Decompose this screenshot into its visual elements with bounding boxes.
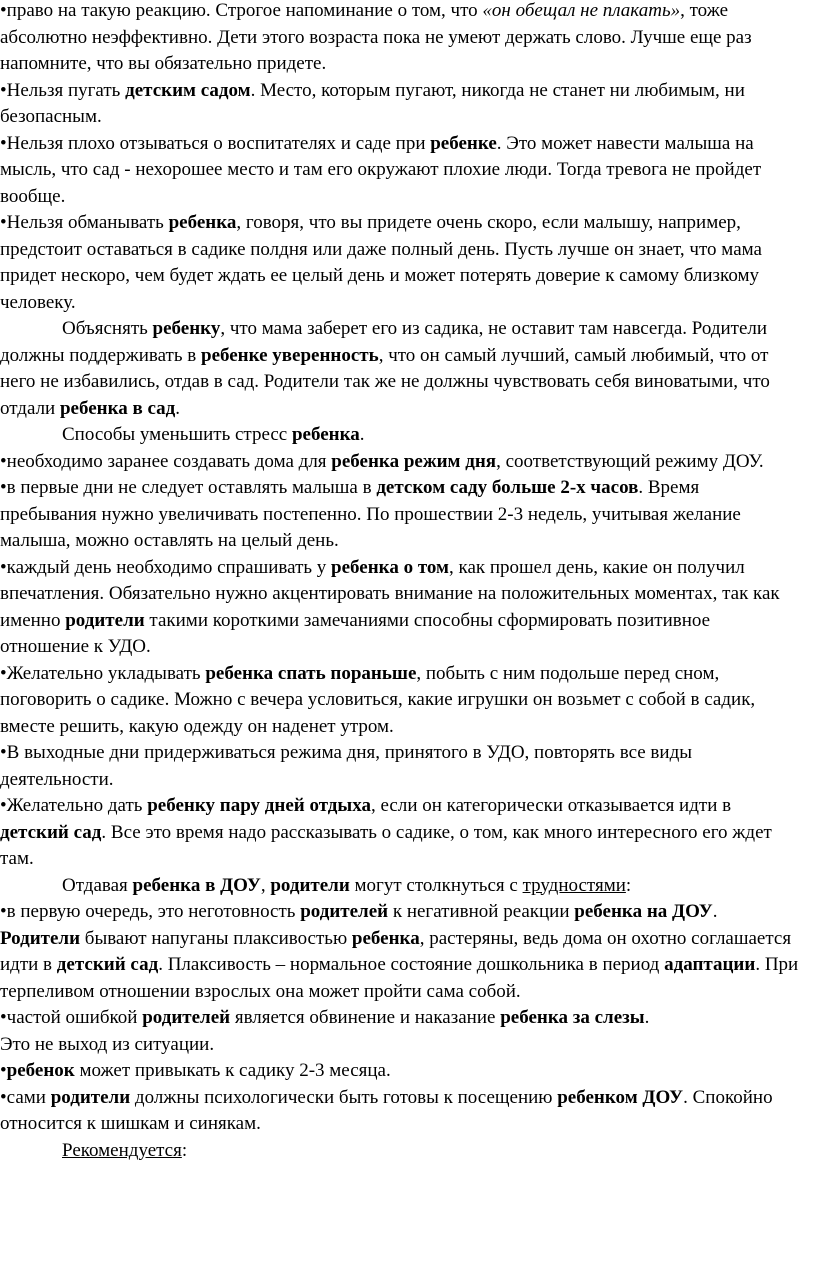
text-segment: , соответствующий режиму ДОУ.: [496, 450, 764, 472]
text-segment: трудностями: [522, 874, 626, 896]
bullet-paragraph: [0, 210, 800, 316]
bullet-paragraph: [0, 449, 800, 476]
text-segment: Способы уменьшить стресс: [62, 424, 292, 445]
text-segment: ребенка: [168, 212, 237, 233]
text-segment: ребенок: [6, 1060, 75, 1081]
text-segment: . Спокойно относится к шишкам и синякам.: [0, 1086, 773, 1134]
text-segment: родители: [270, 874, 350, 896]
bullet-icon: •: [0, 450, 7, 472]
text-segment: детском саду больше 2-х часов: [376, 477, 639, 498]
bullet-icon: •: [0, 1007, 7, 1028]
text-segment: является обвинение и наказание: [230, 1007, 501, 1028]
bullet-icon: •: [0, 901, 7, 922]
text-segment: такими короткими замечаниями способны сформировать позитивное отношение к УДО.: [0, 609, 711, 657]
text-segment: родителей: [300, 901, 389, 922]
text-segment: должны психологически быть готовы к посещению: [130, 1086, 558, 1108]
text-segment: ребенка спать пораньше: [205, 662, 417, 684]
bullet-paragraph: [0, 555, 800, 661]
text-segment: может привыкать к садику 2-3 месяца.: [74, 1060, 391, 1081]
bullet-icon: •: [0, 1086, 7, 1108]
text-segment: . Все это время надо рассказывать о садике, о том, как много интересного его ждет там.: [0, 821, 772, 869]
bullet-paragraph: [0, 1005, 800, 1032]
bullet-icon: •: [0, 556, 7, 578]
text-segment: ребенка в сад: [59, 397, 176, 419]
text-segment: право на такую реакцию. Строгое напоминание о том, что: [6, 0, 483, 21]
bullet-paragraph: [0, 793, 800, 873]
text-segment: ,: [260, 874, 271, 896]
bullet-paragraph: [0, 78, 800, 131]
text-segment: ребенка на ДОУ: [574, 901, 713, 922]
text-segment: ребенке уверенность: [201, 344, 379, 366]
bullet-icon: •: [0, 742, 7, 763]
bullet-icon: •: [0, 79, 7, 101]
text-segment: , тоже абсолютно неэффективно. Дети этого возраста пока не умеют держать слово. Лучше еще раз напомните, что вы обязательно придете.: [0, 0, 752, 74]
text-segment: . Место, которым пугают, никогда не станет ни любимым, ни безопасным.: [0, 79, 745, 127]
text-segment: ребенка о том: [331, 556, 449, 578]
text-segment: родителей: [142, 1007, 231, 1028]
text-segment: Рекомендуется: [62, 1139, 182, 1161]
paragraph: [0, 1138, 800, 1165]
text-segment: , говоря, что вы придете очень скоро, если малышу, например, предстоит оставаться в садике полдня или даже полный день. Пусть лучше он знает, что мама придет нескоро, чем будет ждать ее целый день и может потерять доверие к самому близкому человеку.: [0, 212, 762, 313]
text-segment: детским садом: [125, 79, 251, 101]
text-segment: , побыть с ним подольше перед сном, поговорить о садике. Можно с вечера условиться, какие игрушки он возьмет с собой в садик, вместе решить, какую одежду он наденет утром.: [0, 662, 756, 737]
bullet-paragraph: [0, 131, 800, 211]
text-segment: . При терпеливом отношении взрослых она может пройти сама собой.: [0, 954, 799, 1002]
text-segment: частой ошибкой: [6, 1007, 143, 1028]
text-segment: .: [644, 1007, 650, 1028]
text-segment: родители: [65, 609, 145, 631]
bullet-icon: •: [0, 132, 7, 154]
text-segment: . Время пребывания нужно увеличивать постепенно. По прошествии 2-3 недель, учитывая желание малыша, можно оставлять на целый день.: [0, 477, 741, 551]
text-segment: Нельзя пугать: [6, 79, 126, 101]
text-segment: в первые дни не следует оставлять малыша в: [6, 477, 377, 498]
bullet-paragraph: [0, 740, 800, 793]
bullet-icon: •: [0, 1060, 7, 1081]
text-segment: . Плаксивость – нормальное состояние дошкольника в период: [158, 954, 665, 975]
text-segment: ребенка режим дня: [331, 450, 497, 472]
text-segment: ребенку: [152, 318, 221, 339]
text-segment: бывают напуганы плаксивостью: [80, 927, 352, 949]
text-segment: ребенка: [351, 927, 420, 949]
text-segment: В выходные дни придерживаться режима дня, принятого в УДО, повторять все виды деятельности.: [0, 742, 693, 790]
paragraph: [0, 873, 800, 900]
text-segment: ребенка за слезы: [500, 1007, 645, 1028]
text-segment: детский сад: [56, 954, 159, 975]
text-segment: Желательно дать: [6, 795, 148, 816]
bullet-paragraph: [0, 1085, 800, 1138]
text-segment: , что он самый лучший, самый любимый, что от него не избавились, отдав в сад. Родители так же не должны чувствовать себя виноватыми, что отдали: [0, 344, 770, 419]
text-segment: Это не выход из ситуации.: [0, 1033, 215, 1055]
text-segment: :: [625, 874, 632, 896]
text-segment: , как прошел день, какие он получил впечатления. Обязательно нужно акцентировать внимание на положительных моментах, так как именно: [0, 556, 780, 631]
text-segment: Родители: [0, 927, 81, 949]
text-segment: родители: [50, 1086, 131, 1108]
text-segment: .: [359, 424, 365, 445]
paragraph: [0, 316, 800, 422]
text-segment: «он обещал не плакать»: [482, 0, 681, 21]
bullet-paragraph: [0, 475, 800, 555]
text-segment: ребенка: [291, 424, 360, 445]
text-segment: ребенка в ДОУ: [132, 874, 261, 896]
paragraph: [0, 422, 800, 449]
text-segment: Нельзя плохо отзываться о воспитателях и саде при: [6, 132, 431, 154]
text-segment: :: [181, 1139, 188, 1161]
bullet-icon: •: [0, 795, 7, 816]
bullet-paragraph: [0, 661, 800, 741]
text-segment: Объяснять: [62, 318, 153, 339]
text-segment: ребенке: [430, 132, 497, 154]
text-segment: в первую очередь, это неготовность: [6, 901, 301, 922]
paragraph: [0, 1032, 800, 1059]
text-segment: к негативной реакции: [388, 901, 575, 922]
text-segment: Отдавая: [62, 874, 133, 896]
text-segment: детский сад: [0, 821, 102, 843]
text-segment: , растеряны, ведь дома он охотно соглашается идти в: [0, 927, 792, 975]
text-segment: , если он категорически отказывается идти в: [371, 795, 732, 816]
bullet-icon: •: [0, 662, 7, 684]
bullet-icon: •: [0, 212, 7, 233]
text-segment: .: [712, 901, 718, 922]
text-segment: ребенку пару дней отдыха: [147, 795, 371, 816]
text-segment: каждый день необходимо спрашивать у: [6, 556, 332, 578]
text-segment: адаптации: [664, 954, 756, 975]
text-segment: могут столкнуться с: [349, 874, 523, 896]
bullet-paragraph: [0, 0, 800, 78]
text-segment: . Это может навести малыша на мысль, что сад - нехорошее место и там его окружают плохие люди. Тогда тревога не пройдет вообще.: [0, 132, 762, 207]
bullet-icon: •: [0, 0, 7, 21]
text-segment: .: [175, 397, 181, 419]
text-segment: сами: [6, 1086, 51, 1108]
bullet-icon: •: [0, 477, 7, 498]
bullet-paragraph: [0, 899, 800, 1005]
text-segment: необходимо заранее создавать дома для: [6, 450, 332, 472]
text-segment: Желательно укладывать: [6, 662, 206, 684]
text-segment: , что мама заберет его из садика, не оставит там навсегда. Родители должны поддерживать в: [0, 318, 768, 366]
text-segment: Нельзя обманывать: [6, 212, 169, 233]
text-segment: ребенком ДОУ: [557, 1086, 684, 1108]
bullet-paragraph: [0, 1058, 800, 1085]
